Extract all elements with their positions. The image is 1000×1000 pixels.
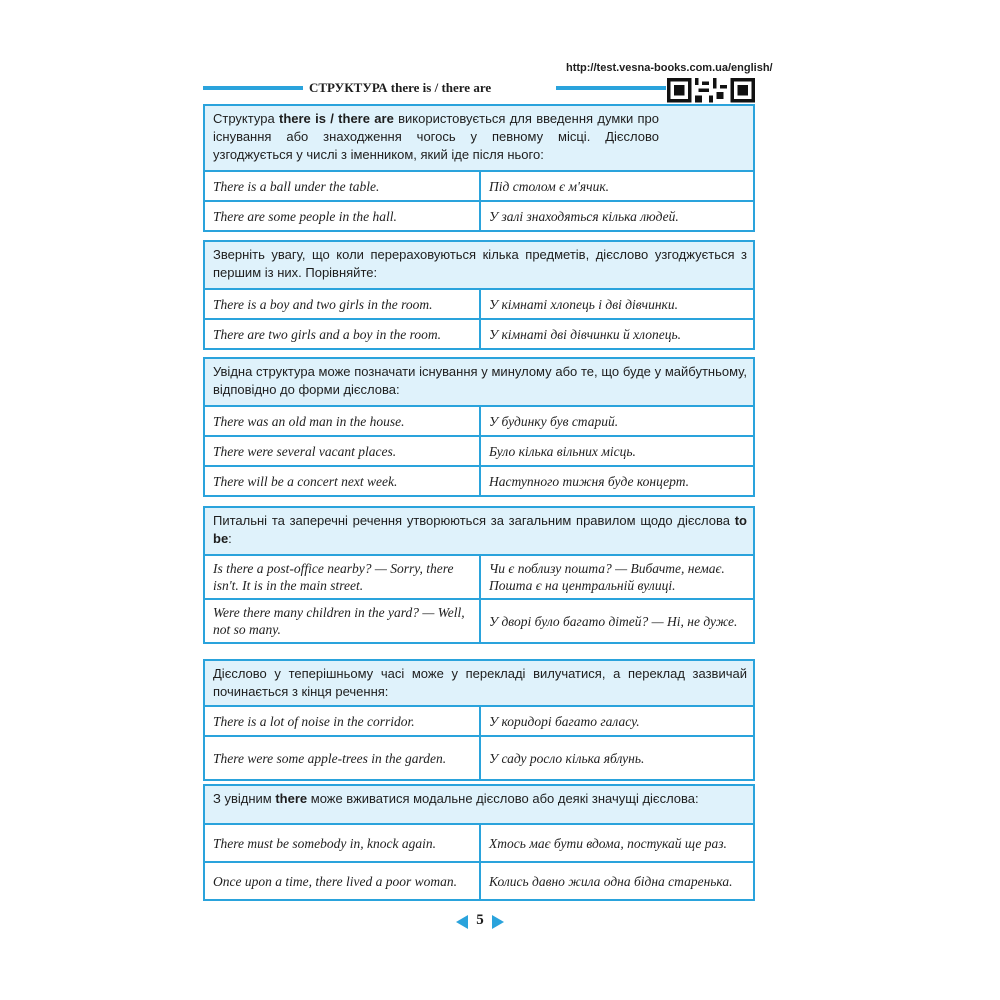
example-uk: У кімнаті хлопець і дві дівчинки. [489,296,678,312]
example-uk: Було кілька вільних місць. [489,443,636,459]
example-row [205,318,753,348]
section-title-row [203,80,663,96]
rule-block [203,659,755,781]
example-en: Is there a post-office nearby? — Sorry, there isn't. It is in the main street. [205,556,481,598]
rule-text: Зверніть увагу, що коли перераховуються кілька предметів, дієслово узгоджується з першим із них. Порівняйте: [205,242,753,288]
example-uk: У коридорі багато галасу. [489,713,640,729]
example-row [205,735,753,779]
example-row [205,861,753,899]
example-en: There must be somebody in, knock again. [205,825,481,861]
example-uk: Хтось має бути вдома, постукай ще раз. [489,835,727,851]
example-en: Once upon a time, there lived a poor woman. [205,863,481,899]
example-row [205,823,753,861]
example-uk: У кімнаті дві дівчинки й хлопець. [489,326,681,342]
title-rule-right [556,86,666,90]
example-en: There is a boy and two girls in the room. [205,290,481,318]
resource-url[interactable]: http://test.vesna-books.com.ua/english/ [566,62,773,74]
example-en: There will be a concert next week. [205,467,481,495]
example-row [205,170,753,200]
rule-text: З увідним there може вживатися модальне дієслово або деякі значущі дієслова: [205,786,753,823]
title-rule-left [203,86,303,90]
example-uk: У будинку був старий. [489,413,619,429]
example-row [205,288,753,318]
rule-block [203,357,755,497]
rule-block [203,506,755,644]
example-uk: Під столом є м'ячик. [489,178,610,194]
rule-text: Структура there is / there are використовується для введення думки про існування або знаходження чогось у певному місці. Дієслово узгоджується у числі з іменником, який іде після нього: [205,106,753,170]
example-en: Were there many children in the yard? — Well, not so many. [205,600,481,642]
keyword: to be [213,513,747,546]
arrow-right-icon[interactable] [492,915,504,929]
example-row [205,465,753,495]
example-uk: У дворі було багато дітей? — Ні, не дуже. [489,613,738,629]
example-row [205,598,753,642]
example-row [205,554,753,598]
page-number: 5 [476,912,484,928]
example-row [205,435,753,465]
rule-text: Дієслово у теперішньому часі може у перекладі вилучатися, а переклад зазвичай починається з кінця речення: [205,661,753,705]
arrow-left-icon[interactable] [456,915,468,929]
example-uk: У залі знаходяться кілька людей. [489,208,679,224]
rule-block [203,784,755,901]
rule-text: Увідна структура може позначати існування у минулому або те, що буде у майбутньому, відповідно до форми дієслова: [205,359,753,405]
example-row [205,705,753,735]
rule-block [203,240,755,350]
example-uk: Чи є поблизу пошта? — Вибачте, немає. Пошта є на центральній вулиці. [489,561,725,593]
rule-block [203,104,755,232]
example-uk: У саду росло кілька яблунь. [489,750,645,766]
page-navigation [456,912,504,932]
example-en: There is a lot of noise in the corridor. [205,707,481,735]
example-en: There was an old man in the house. [205,407,481,435]
example-uk: Наступного тижня буде концерт. [489,473,690,489]
keyword: there [275,791,308,806]
section-title: СТРУКТУРА there is / there are [309,80,492,95]
example-en: There are some people in the hall. [205,202,481,230]
example-row [205,200,753,230]
example-uk: Колись давно жила одна бідна старенька. [489,873,733,889]
keyword: there is / there are [279,111,394,126]
example-row [205,405,753,435]
example-en: There are two girls and a boy in the room. [205,320,481,348]
example-en: There were some apple-trees in the garden. [205,737,481,779]
rule-text: Питальні та заперечні речення утворюються за загальним правилом щодо дієслова to be: [205,508,753,554]
example-en: There were several vacant places. [205,437,481,465]
example-en: There is a ball under the table. [205,172,481,200]
